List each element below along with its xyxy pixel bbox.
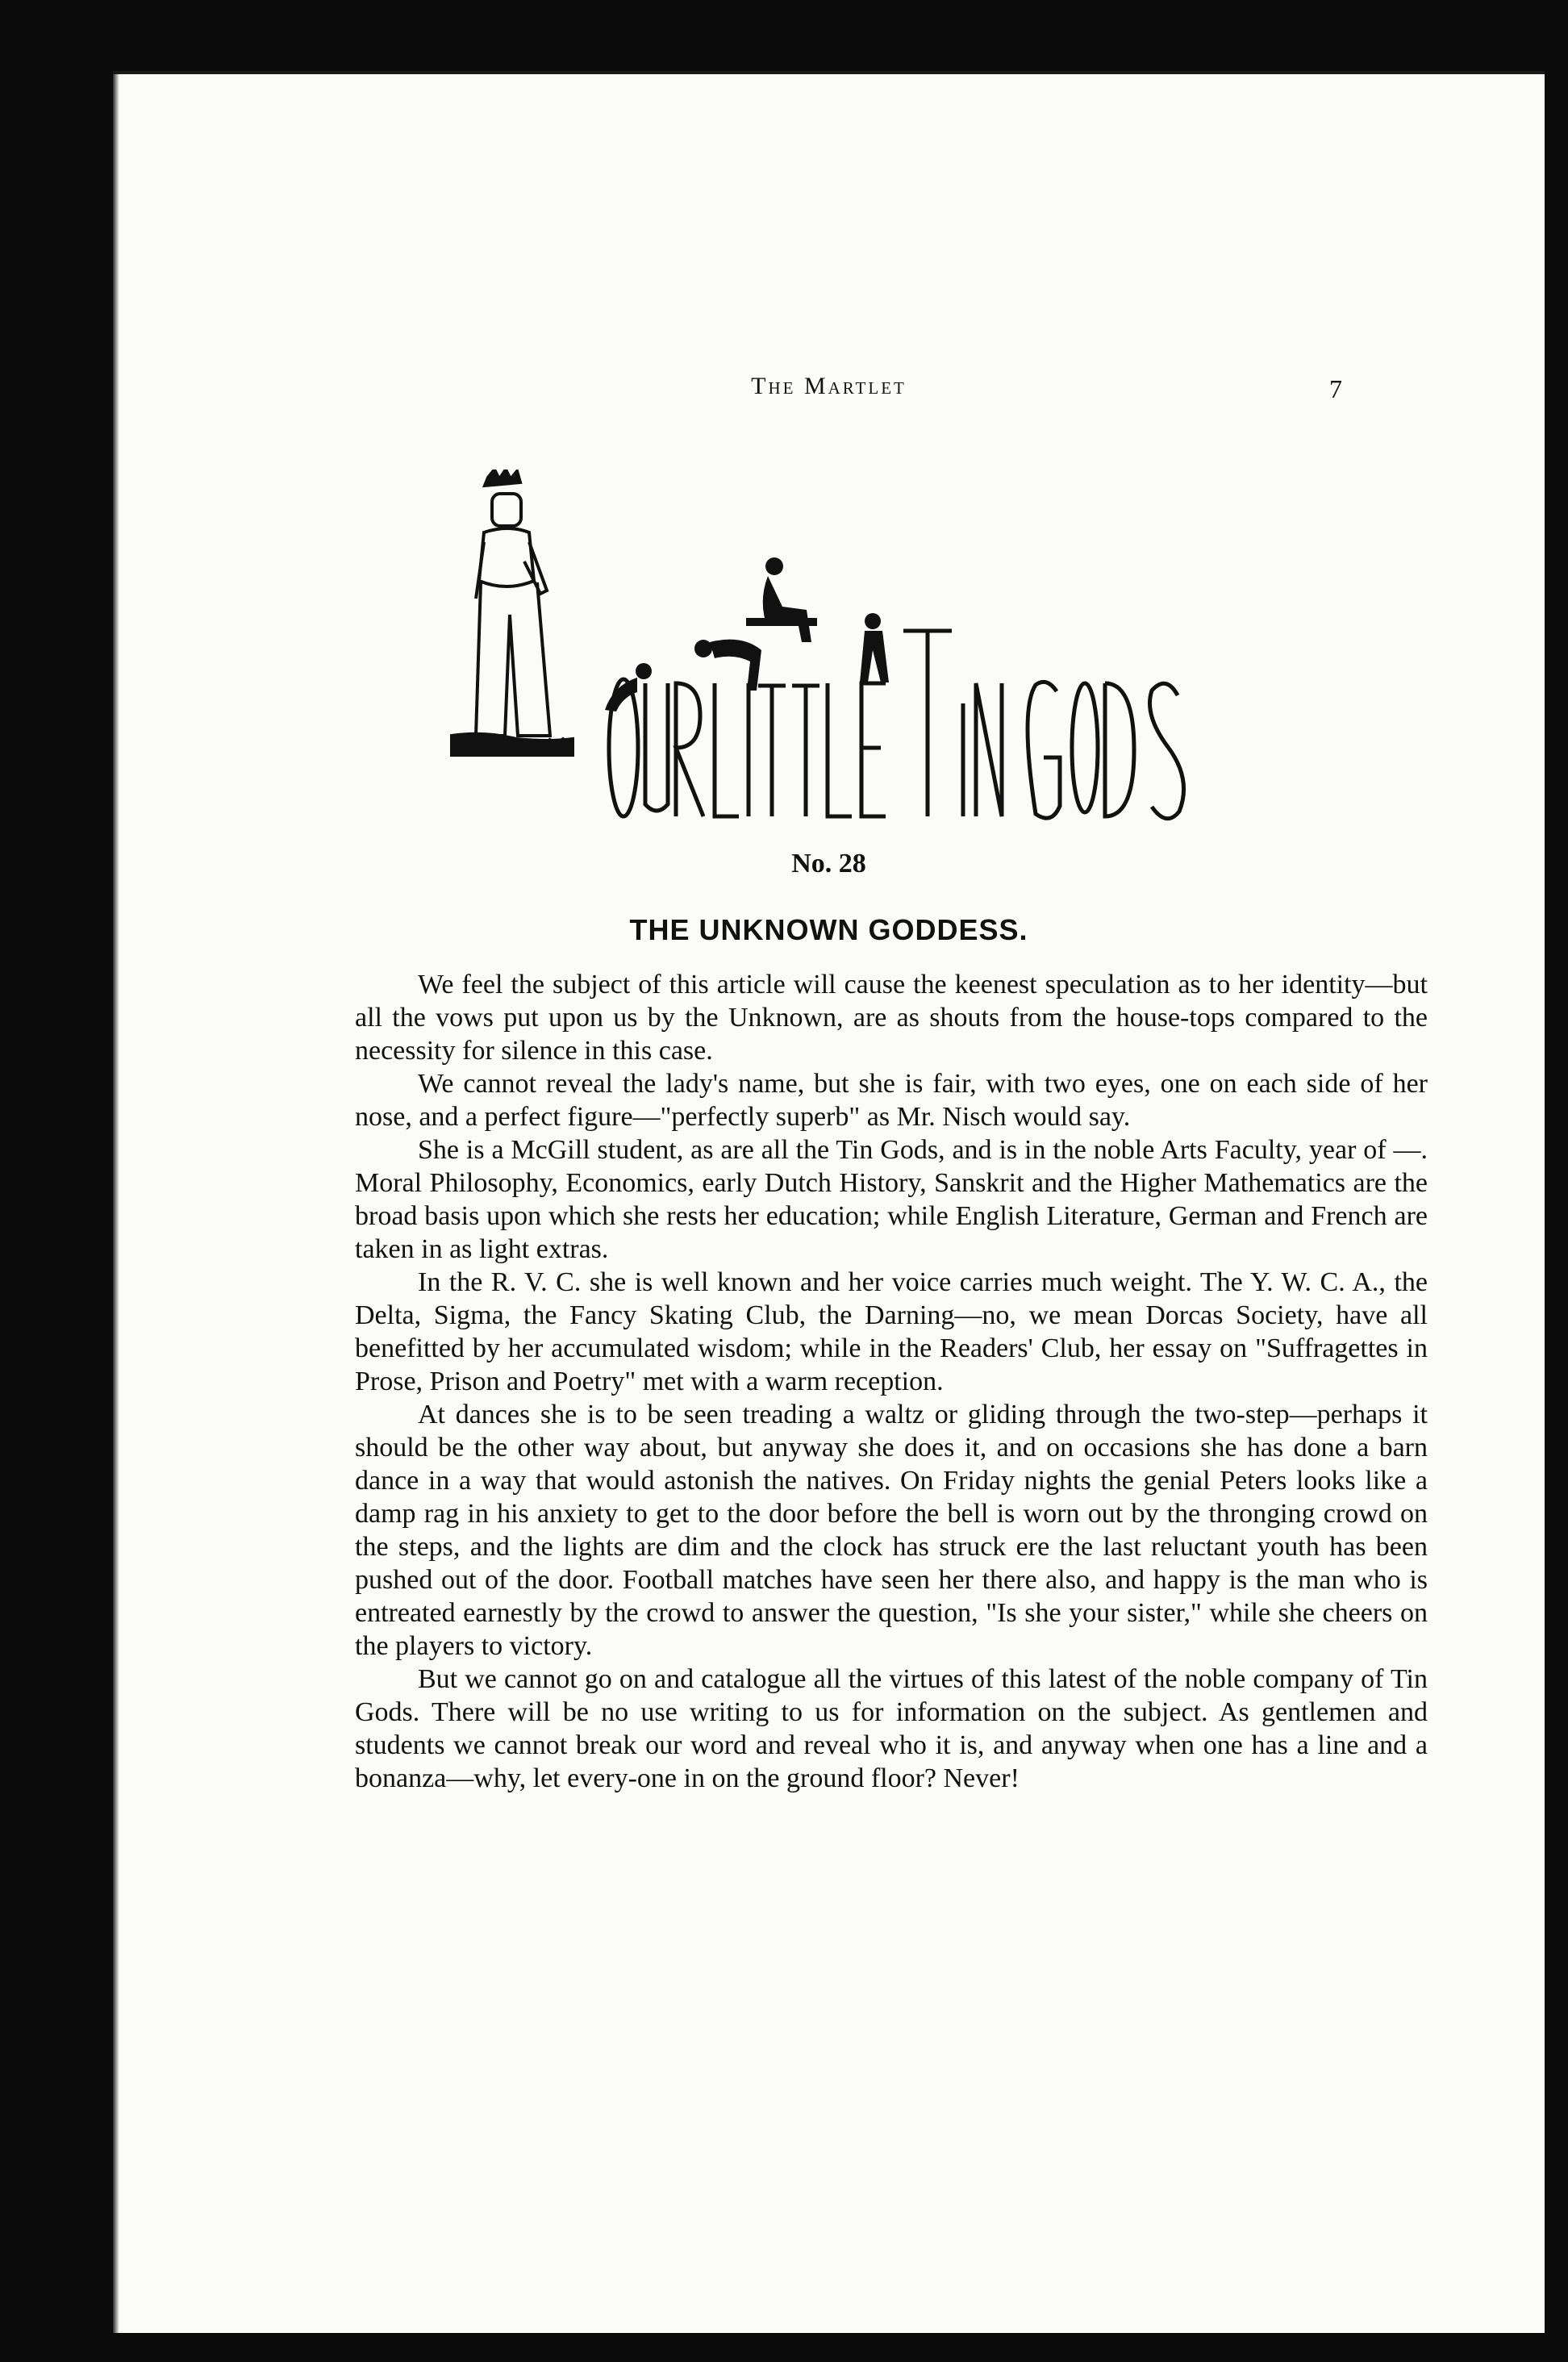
paragraph: She is a McGill student, as are all the Tin Gods, and is in the noble Arts Faculty, year of —. Moral Philosophy, Economics, early Dutch History, Sanskrit and the Higher Mathematics are the broad basis upon which she rests her education; while English Literature, German and French are taken in as light extras. <box>355 1135 1428 1264</box>
tin-gods-illustration-icon <box>427 469 1282 833</box>
article-title: THE UNKNOWN GODDESS. <box>629 913 1028 946</box>
paragraph: We feel the subject of this article will cause the keenest speculation as to her identity—but all the vows put upon us by the Unknown, are as shouts from the house-tops compared to the necessity for silence in this case. <box>355 970 1428 1066</box>
paragraph: At dances she is to be seen treading a waltz or gliding through the two-step—perhaps it should be the other way about, but anyway she does it, and on occasions she has done a barn dance in a way that would astonish the natives. On Friday nights the genial Peters looks like a damp rag in his anxiety to get to the door before the bell is worn out by the thronging crowd on the steps, and the lights are dim and the clock has struck ere the last reluctant youth has been pushed out of the door. Football matches have seen her there also, and happy is the man who is entreated earnestly by the crowd to answer the question, "Is she your sister," while she cheers on the players to victory. <box>355 1400 1428 1661</box>
title-illustration <box>427 469 1282 833</box>
page-number: 7 <box>1329 374 1342 403</box>
article-body <box>355 968 1428 1795</box>
paragraph: But we cannot go on and catalogue all the virtues of this latest of the noble company of Tin Gods. There will be no use writing to us for information on the subject. As gentlemen and students we cannot break our word and reveal who it is, and anyway when one has a line and a bonanza—why, let every-one in on the ground floor? Never! <box>355 1664 1428 1793</box>
paragraph: We cannot reveal the lady's name, but she is fair, with two eyes, one on each side of her nose, and a perfect figure—"perfectly superb" as Mr. Nisch would say. <box>355 1069 1428 1132</box>
running-head: The Martlet <box>751 373 907 399</box>
paragraph: In the R. V. C. she is well known and her voice carries much weight. The Y. W. C. A., the Delta, Sigma, the Fancy Skating Club, the Darning—no, we mean Dorcas Society, have all benefitted by her accumulated wisdom; while in the Readers' Club, her essay on "Suffragettes in Prose, Prison and Poetry" met with a warm reception. <box>355 1267 1428 1396</box>
page <box>113 71 1545 2333</box>
issue-number: No. 28 <box>791 849 866 878</box>
